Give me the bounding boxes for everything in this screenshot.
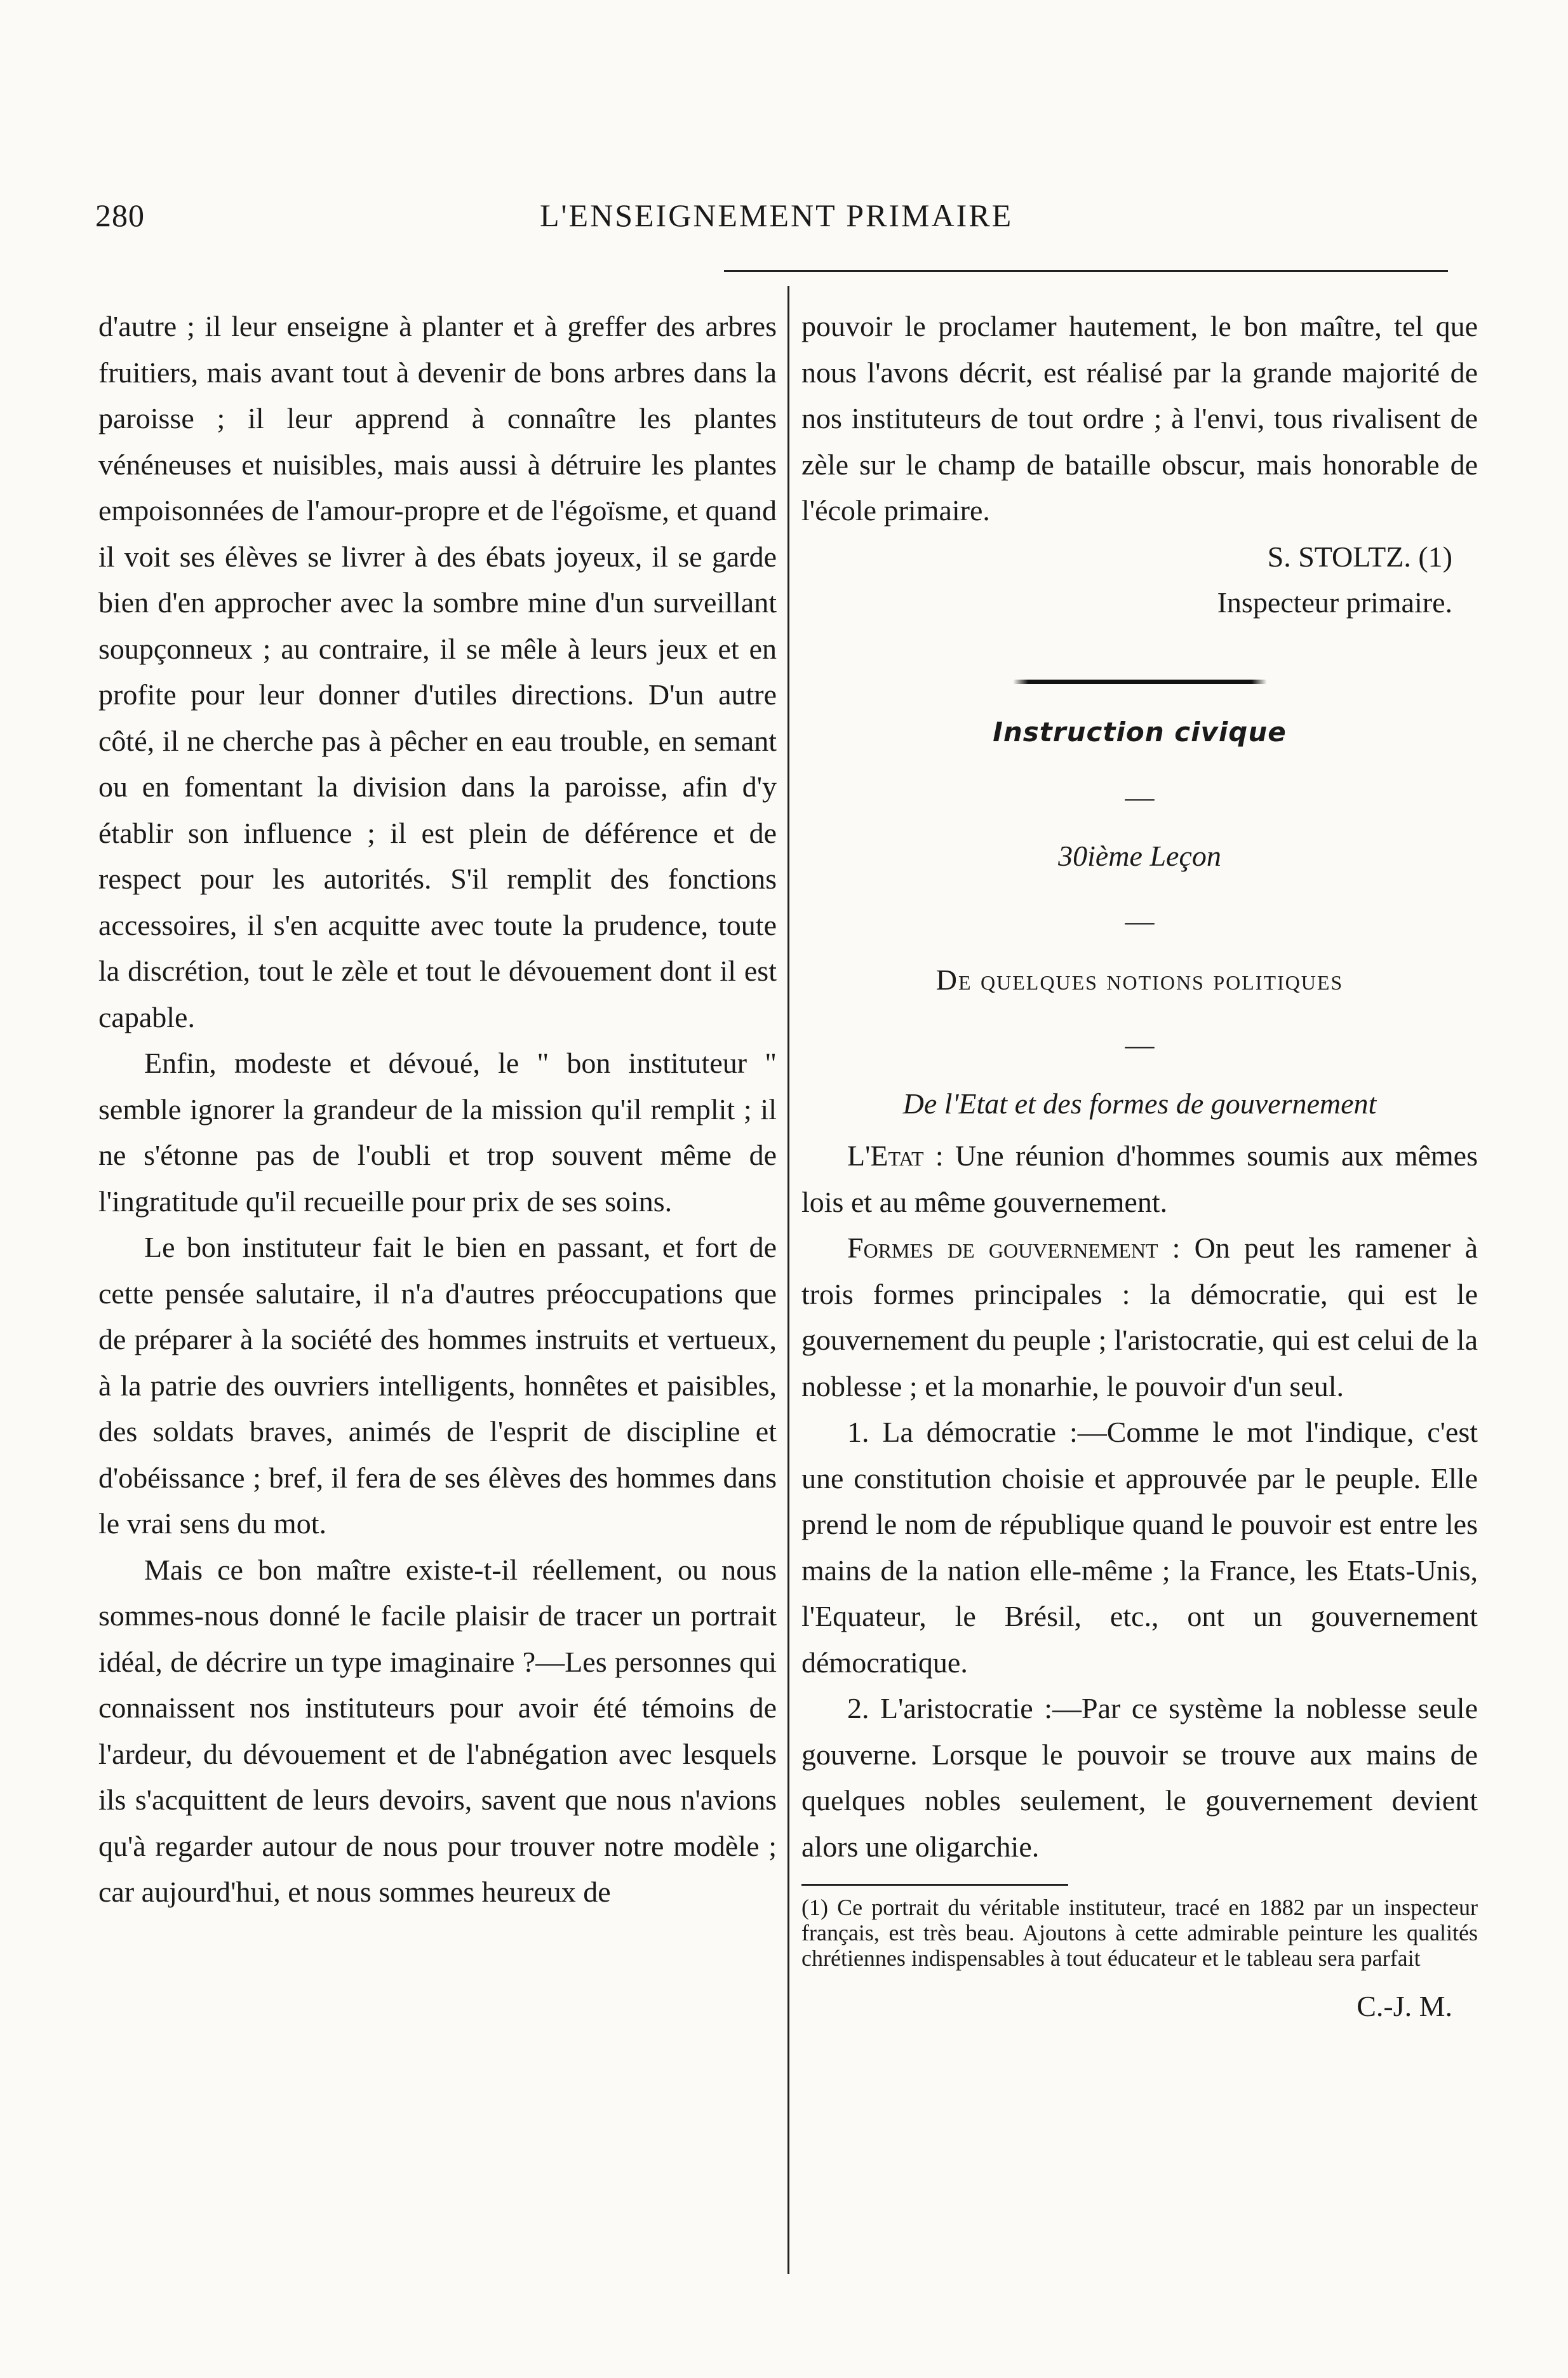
running-title: L'ENSEIGNEMENT PRIMAIRE <box>540 198 1014 233</box>
definition-etat <box>801 1133 1478 1225</box>
footnote-initials: C.-J. M. <box>1357 1990 1452 2022</box>
paragraph: d'autre ; il leur enseigne à planter et à greffer des arbres fruitiers, mais avant tout à devenir de bons arbres dans la paroisse ; il leur apprend à connaître les plantes vénéneuses et nuisibles, mais aussi à détruire les plantes empoisonnées de l'amour-propre et de l'égoïsme, et quand il voit ses élèves se livrer à des ébats joyeux, il se garde bien d'en approcher avec la sombre mine d'un surveillant soupçonneux ; au contraire, il se mêle à leurs jeux et en profite pour leur donner d'utiles directions. D'un autre côté, il ne cherche pas à pêcher en eau trouble, en semant ou en fomentant la division dans la paroisse, afin d'y établir son influence ; il est plein de déférence et de respect pour les autorités. S'il remplit des fonctions accessoires, il s'en acquitte avec toute la prudence, toute la discrétion, tout le zèle et tout le dévouement dont il est capable. <box>98 310 777 1033</box>
lesson-heading: 30ième Leçon <box>1058 839 1221 872</box>
page-number: 280 <box>95 198 145 233</box>
author-signature: S. STOLTZ. (1) <box>1267 540 1452 573</box>
definition-formes <box>801 1225 1478 1409</box>
footnote: (1) Ce portrait du véritable instituteur, tracé en 1882 par un inspecteur français, est très beau. Ajoutons à cette admirable peinture les qualités chrétiennes indispensables à tout éducateur et le tableau sera parfait <box>801 1895 1478 1971</box>
definition-text: Une réunion d'hommes soumis aux mêmes lois et au même gouvernement. <box>801 1139 1478 1218</box>
ornamental-divider <box>1013 680 1267 684</box>
header-rule <box>724 270 1448 272</box>
paragraph: Le bon instituteur fait le bien en passant, et fort de cette pensée salutaire, il n'a d'autres préoccupations que de préparer à la société des hommes instruits et vertueux, à la patrie des ouvriers intelligents, honnêtes et paisibles, des soldats braves, animés de l'esprit de discipline et d'obéissance ; bref, il fera de ses élèves des hommes dans le vrai sens du mot. <box>98 1231 777 1540</box>
paragraph: Enfin, modeste et dévoué, le " bon instituteur " semble ignorer la grandeur de la mission qu'il remplit ; il ne s'étonne pas de l'oubli et trop souvent même de l'ingratitude qu'il recueille pour prix de ses soins. <box>98 1047 777 1218</box>
term-label: Formes de gouvernement : <box>847 1232 1181 1264</box>
dash-separator: — <box>1125 1028 1155 1061</box>
subheading: De l'Etat et des formes de gouvernement <box>902 1087 1377 1120</box>
left-column <box>98 304 777 1916</box>
dash-separator: — <box>1125 904 1155 937</box>
list-item: 1. La démocratie :—Comme le mot l'indique, c'est une constitution choisie et approuvée par le peuple. Elle prend le nom de république quand le pouvoir est entre les mains de la nation elle-même ; la France, les Etats-Unis, l'Equateur, le Brésil, etc., ont un gouvernement démocratique. <box>801 1416 1478 1679</box>
paragraph: pouvoir le proclamer hautement, le bon maître, tel que nous l'avons décrit, est réalisé par la grande majorité de nos instituteurs de tout ordre ; à l'envi, tous rivalisent de zèle sur le champ de bataille obscur, mais honorable de l'école primaire. <box>801 310 1478 527</box>
section-heading: Instruction civique <box>993 716 1287 748</box>
definition-text: On peut les ramener à trois formes principales : la démocratie, qui est le gouvernement du peuple ; l'aristocratie, qui est celui de la noblesse ; et la monarhie, le pouvoir d'un seul. <box>801 1232 1478 1402</box>
chapter-heading: De quelques notions politiques <box>935 963 1344 996</box>
list-item: 2. L'aristocratie :—Par ce système la noblesse seule gouverne. Lorsque le pouvoir se trouve aux mains de quelques nobles seulement, le gouvernement devient alors une oligarchie. <box>801 1692 1478 1863</box>
term-label: L'Etat : <box>847 1139 944 1172</box>
footnote-rule <box>801 1884 1068 1886</box>
paragraph: Mais ce bon maître existe-t-il réellement, ou nous sommes-nous donné le facile plaisir de tracer un portrait idéal, de décrire un type imaginaire ?—Les personnes qui connaissent nos instituteurs pour avoir été témoins de l'ardeur, du dévouement et de l'abnégation avec lesquels ils s'acquittent de leurs devoirs, savent que nous n'avions qu'à regarder autour de nous pour trouver notre modèle ; car aujourd'hui, et nous sommes heureux de <box>98 1553 777 1908</box>
page-header <box>95 197 1477 248</box>
author-title: Inspecteur primaire. <box>1217 586 1452 619</box>
dash-separator: — <box>1125 781 1155 813</box>
right-column <box>801 304 1478 2030</box>
column-divider <box>787 286 789 2274</box>
